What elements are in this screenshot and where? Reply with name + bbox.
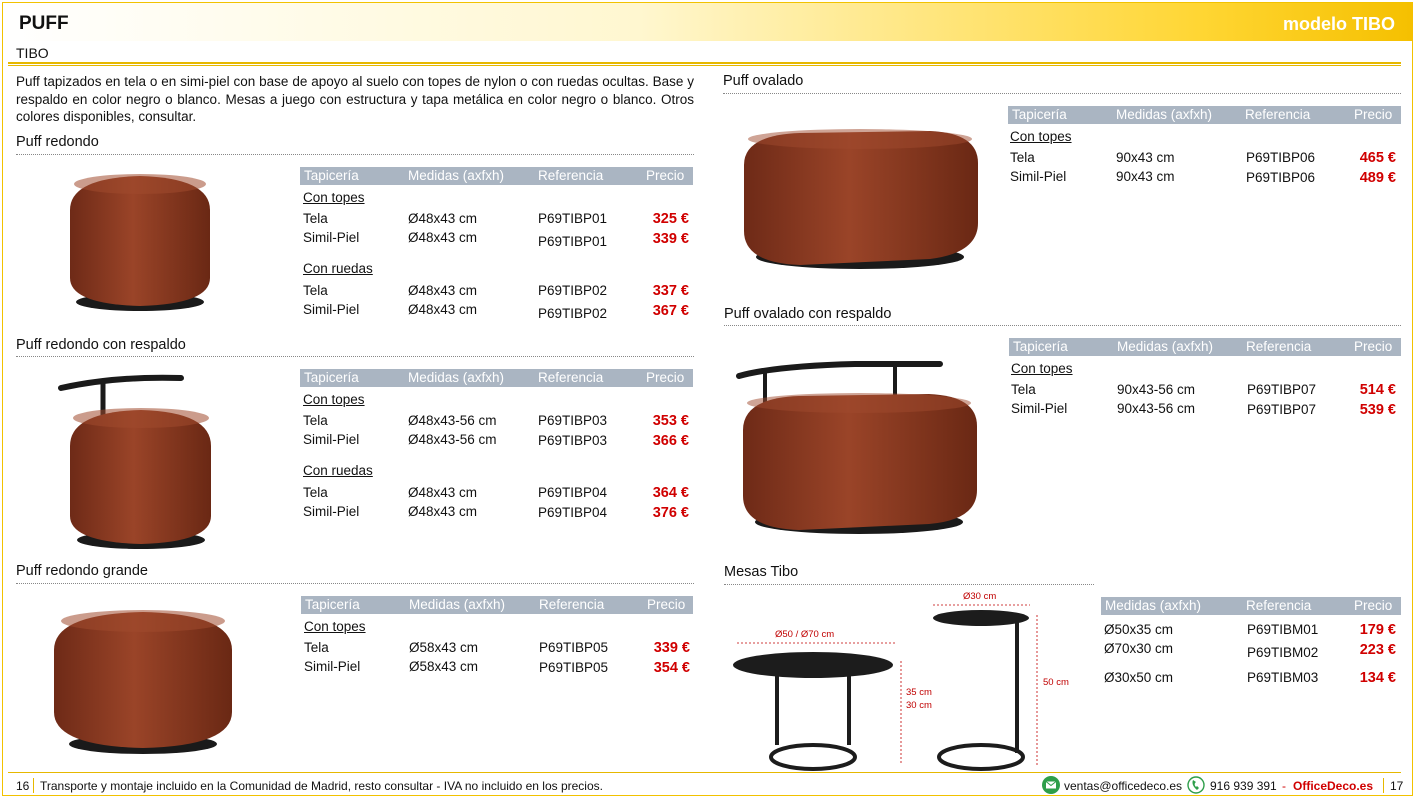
cell-price: 337 €: [652, 283, 689, 299]
cell-referencia: P69TIBM01: [1247, 622, 1319, 637]
divider: [33, 778, 34, 793]
page-title: PUFF: [19, 13, 69, 34]
cell-tapiceria: Tela: [1011, 382, 1036, 397]
cell-medidas: 90x43-56 cm: [1117, 382, 1196, 397]
cell-medidas: Ø48x43 cm: [408, 485, 478, 500]
puff-round-large-image: [48, 608, 238, 758]
cell-price: 223 €: [1359, 642, 1396, 658]
tables-image: [725, 585, 1085, 775]
cell-tapiceria: Simil-Piel: [1011, 401, 1068, 416]
cell-referencia: P69TIBP01: [538, 234, 608, 249]
cell-price: 376 €: [652, 505, 689, 521]
divider: [724, 325, 1401, 326]
table-header: Tapicería Medidas (axfxh) Referencia Precio: [1008, 106, 1401, 124]
cell-medidas: Ø50x35 cm: [1104, 622, 1174, 637]
cell-tapiceria: Tela: [303, 211, 328, 226]
table-header: Tapicería Medidas (axfxh) Referencia Precio: [301, 596, 693, 614]
page-header: [3, 3, 1413, 41]
phone-number[interactable]: 916 939 391: [1210, 779, 1277, 793]
group-label: Con topes: [304, 619, 366, 634]
cell-medidas: 90x43-56 cm: [1117, 401, 1196, 416]
cell-price: 179 €: [1359, 622, 1396, 638]
cell-referencia: P69TIBP03: [538, 433, 608, 448]
cell-referencia: P69TIBP06: [1246, 150, 1316, 165]
puff-round-backrest-image: [55, 368, 230, 553]
group-label: Con topes: [1011, 361, 1073, 376]
section-title: Mesas Tibo: [724, 564, 799, 580]
cell-medidas: 90x43 cm: [1116, 169, 1175, 184]
cell-tapiceria: Tela: [303, 283, 328, 298]
cell-tapiceria: Tela: [303, 413, 328, 428]
group-label: Con topes: [1010, 129, 1072, 144]
divider: [16, 356, 694, 357]
cell-tapiceria: Simil-Piel: [303, 432, 360, 447]
cell-price: 367 €: [652, 303, 689, 319]
section-title: Puff redondo grande: [16, 563, 148, 579]
cell-referencia: P69TIBP02: [538, 306, 608, 321]
cell-medidas: Ø48x43-56 cm: [408, 432, 497, 447]
puff-oval-backrest-image: [735, 358, 985, 538]
cell-tapiceria: Tela: [1010, 150, 1035, 165]
cell-price: 339 €: [652, 231, 689, 247]
cell-price: 134 €: [1359, 670, 1396, 686]
divider: [8, 65, 1401, 66]
group-label: Con topes: [303, 392, 365, 407]
cell-medidas: Ø48x43 cm: [408, 211, 478, 226]
table-header: Medidas (axfxh) Referencia Precio: [1101, 597, 1401, 615]
cell-price: 366 €: [652, 433, 689, 449]
divider: [16, 154, 694, 155]
cell-medidas: Ø70x30 cm: [1104, 641, 1174, 656]
dimension-label: 30 cm: [906, 700, 932, 711]
footer-note: Transporte y montaje incluido en la Comunidad de Madrid, resto consultar - IVA no incluido en los precios.: [40, 779, 603, 793]
section-title: Puff redondo: [16, 134, 99, 150]
cell-tapiceria: Simil-Piel: [303, 504, 360, 519]
cell-medidas: Ø58x43 cm: [409, 659, 479, 674]
page-number-left: 16: [16, 779, 30, 793]
cell-referencia: P69TIBP05: [539, 660, 609, 675]
cell-tapiceria: Simil-Piel: [304, 659, 361, 674]
cell-referencia: P69TIBP05: [539, 640, 609, 655]
page-number-right: 17: [1390, 779, 1404, 793]
divider: [16, 583, 694, 584]
cell-price: 514 €: [1359, 382, 1396, 398]
cell-price: 539 €: [1359, 402, 1396, 418]
cell-referencia: P69TIBP07: [1247, 382, 1317, 397]
cell-tapiceria: Simil-Piel: [1010, 169, 1067, 184]
email-link[interactable]: ventas@officedeco.es: [1064, 779, 1183, 793]
dimension-label: 35 cm: [906, 687, 932, 698]
section-title: Puff redondo con respaldo: [16, 337, 186, 353]
cell-price: 489 €: [1359, 170, 1396, 186]
phone-icon: [1187, 776, 1205, 794]
cell-price: 353 €: [652, 413, 689, 429]
table-header: Tapicería Medidas (axfxh) Referencia Precio: [300, 167, 693, 185]
dimension-label: Ø50 / Ø70 cm: [775, 629, 835, 640]
puff-round-image: [60, 170, 220, 315]
dimension-label: 50 cm: [1043, 677, 1069, 688]
section-title: Puff ovalado: [723, 73, 804, 89]
cell-referencia: P69TIBP04: [538, 485, 608, 500]
divider: [8, 62, 1401, 64]
model-name: TIBO: [16, 45, 49, 61]
cell-tapiceria: Simil-Piel: [303, 302, 360, 317]
cell-referencia: P69TIBP03: [538, 413, 608, 428]
description: Puff tapizados en tela o en simi-piel con base de apoyo al suelo con topes de nylon o con ruedas ocultas. Base y respaldo en color negro o blanco. Mesas a juego con estructura y tapa metálica en color negro o blanco. Otros colores disponibles, consultar.: [16, 74, 694, 124]
group-label: Con ruedas: [303, 463, 373, 478]
cell-price: 465 €: [1359, 150, 1396, 166]
cell-medidas: Ø48x43 cm: [408, 504, 478, 519]
cell-tapiceria: Tela: [304, 640, 329, 655]
table-header: Tapicería Medidas (axfxh) Referencia Precio: [300, 369, 693, 387]
cell-medidas: Ø48x43 cm: [408, 302, 478, 317]
cell-medidas: Ø48x43-56 cm: [408, 413, 497, 428]
cell-price: 325 €: [652, 211, 689, 227]
brand-link[interactable]: OfficeDeco.es: [1293, 779, 1374, 793]
cell-medidas: Ø30x50 cm: [1104, 670, 1174, 685]
cell-medidas: Ø58x43 cm: [409, 640, 479, 655]
cell-referencia: P69TIBP06: [1246, 170, 1316, 185]
cell-referencia: P69TIBP02: [538, 283, 608, 298]
cell-referencia: P69TIBP01: [538, 211, 608, 226]
dimension-label: Ø30 cm: [963, 591, 997, 602]
table-header: Tapicería Medidas (axfxh) Referencia Precio: [1009, 338, 1401, 356]
divider: [723, 93, 1401, 94]
cell-medidas: Ø48x43 cm: [408, 230, 478, 245]
section-title: Puff ovalado con respaldo: [724, 306, 892, 322]
footer-separator: -: [1282, 779, 1286, 793]
cell-referencia: P69TIBM02: [1247, 645, 1319, 660]
cell-referencia: P69TIBP04: [538, 505, 608, 520]
email-icon: [1042, 776, 1060, 794]
puff-oval-image: [740, 125, 985, 275]
model-label: modelo TIBO: [1283, 14, 1395, 34]
cell-medidas: 90x43 cm: [1116, 150, 1175, 165]
cell-referencia: P69TIBP07: [1247, 402, 1317, 417]
footer-divider: [8, 772, 1401, 773]
cell-price: 339 €: [653, 640, 690, 656]
divider: [1383, 778, 1384, 793]
cell-tapiceria: Tela: [303, 485, 328, 500]
cell-price: 354 €: [653, 660, 690, 676]
cell-tapiceria: Simil-Piel: [303, 230, 360, 245]
cell-price: 364 €: [652, 485, 689, 501]
cell-referencia: P69TIBM03: [1247, 670, 1319, 685]
group-label: Con topes: [303, 190, 365, 205]
group-label: Con ruedas: [303, 261, 373, 276]
cell-medidas: Ø48x43 cm: [408, 283, 478, 298]
